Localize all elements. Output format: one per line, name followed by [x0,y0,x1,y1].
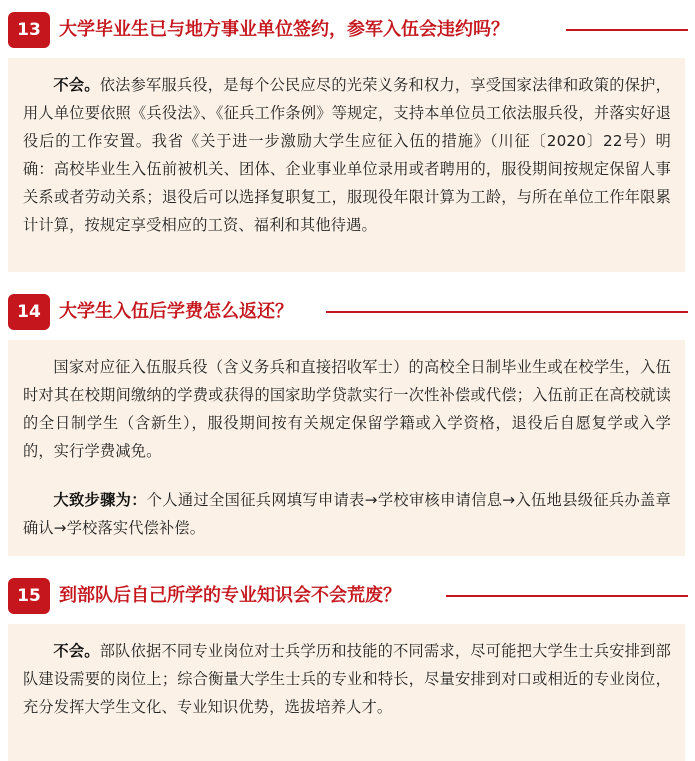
answer-paragraph [23,486,671,542]
section-header-13 [0,12,695,48]
section-number-badge: 13 [8,12,50,48]
title-rule [326,311,688,313]
section-number-badge: 15 [8,578,50,614]
answer-paragraph [23,637,671,721]
answer-text: 个人通过全国征兵网填写申请表→学校审核申请信息→入伍地县级征兵办盖章确认→学校落实代偿补偿。 [23,491,671,537]
answer-paragraph [23,353,671,465]
answer-box-15 [8,624,685,761]
answer-paragraph [23,71,671,239]
section-header-15 [0,578,695,614]
section-number-badge: 14 [8,294,50,330]
section-title: 到部队后自己所学的专业知识会不会荒废？ [59,585,401,606]
answer-box-13 [8,58,685,272]
answer-lead: 不会。 [53,76,100,94]
section-title: 大学生入伍后学费怎么返还？ [59,301,293,322]
answer-lead: 大致步骤为： [53,491,147,509]
answer-text: 部队依据不同专业岗位对士兵学历和技能的不同需求，尽可能把大学生士兵安排到部队建设需要的岗位上；综合衡量大学生士兵的专业和特长，尽量安排到对口或相近的专业岗位，充分发挥大学生文化、专业知识优势，选拔培养人才。 [23,642,671,716]
section-title: 大学毕业生已与地方事业单位签约，参军入伍会违约吗？ [59,19,509,40]
title-rule [566,29,688,31]
answer-text: 依法参军服兵役，是每个公民应尽的光荣义务和权力，享受国家法律和政策的保护，用人单位要依照《兵役法》、《征兵工作条例》等规定，支持本单位员工依法服兵役，并落实好退役后的工作安置。我省《关于进一步激励大学生应征入伍的措施》（川征〔2020〕22号）明确：高校毕业生入伍前被机关、团体、企业事业单位录用或者聘用的，服役期间按规定保留人事关系或者劳动关系；退役后可以选择复职复工，服现役年限计算为工龄，与所在单位工作年限累计计算，按规定享受相应的工资、福利和其他待遇。 [23,76,671,234]
answer-box-14 [8,340,685,556]
answer-lead: 不会。 [53,642,100,660]
title-rule [446,595,688,597]
answer-text: 国家对应征入伍服兵役（含义务兵和直接招收军士）的高校全日制毕业生或在校学生，入伍时对其在校期间缴纳的学费或获得的国家助学贷款实行一次性补偿或代偿；入伍前正在高校就读的全日制学生（含新生），服役期间按有关规定保留学籍或入学资格，退役后自愿复学或入学的，实行学费减免。 [23,358,671,460]
section-header-14 [0,294,695,330]
